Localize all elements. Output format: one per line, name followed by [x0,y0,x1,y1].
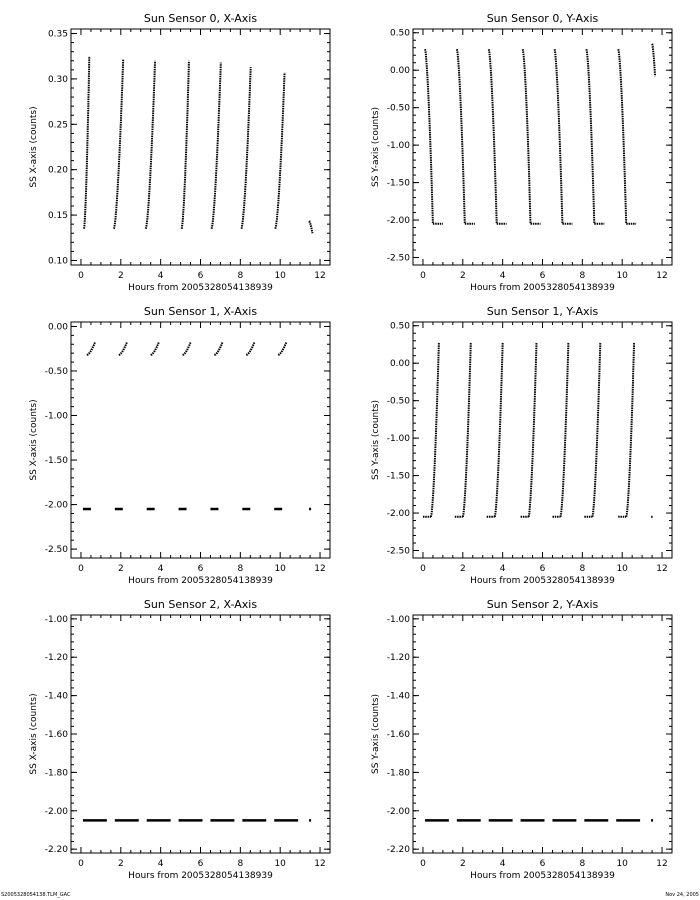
chart-title: Sun Sensor 1, Y-Axis [486,305,599,318]
plot-frame [71,322,330,558]
chart-panel [29,598,330,881]
y-tick-label: -2.00 [386,806,410,817]
x-axis-label: Hours from 2005328054138939 [470,283,615,293]
x-tick-label: 10 [274,564,286,574]
x-tick-label: 0 [420,271,426,281]
data-points [278,343,286,356]
data-points [151,343,159,356]
data-points [182,61,189,229]
y-tick-label: -2.00 [44,806,68,817]
data-points [626,342,634,517]
x-tick-label: 8 [237,271,244,281]
x-tick-label: 12 [656,859,668,869]
y-tick-label: -1.50 [386,471,410,482]
chart-panel [29,12,330,293]
x-tick-label: 6 [197,271,204,281]
y-tick-label: -0.50 [386,396,410,407]
x-axis-label: Hours from 2005328054138939 [128,283,273,293]
data-points [146,61,155,229]
plot-frame [413,615,672,853]
y-axis-label: SS Y-axis (counts) [371,107,381,187]
y-tick-label: -2.20 [386,845,410,856]
x-tick-label: 2 [459,859,466,869]
y-tick-label: -1.00 [44,614,68,625]
data-cycle [425,49,443,224]
data-points [457,49,465,224]
data-points [555,49,563,224]
y-tick-label: 0.00 [47,322,68,333]
data-cycle [246,343,254,356]
data-points [560,342,568,517]
y-tick-label: -2.00 [386,509,410,520]
y-tick-label: 0.50 [389,321,410,332]
x-tick-label: 10 [274,859,286,869]
y-tick-label: -2.50 [44,545,68,556]
y-tick-label: -1.40 [386,691,410,702]
data-points [523,49,531,224]
x-tick-label: 12 [656,564,668,574]
x-tick-label: 10 [616,564,628,574]
data-cycle [455,342,471,517]
x-tick-label: 2 [117,271,124,281]
data-cycle [183,343,191,356]
chart-panel [371,598,672,881]
y-tick-label: -1.00 [44,411,68,422]
data-cycle [212,63,221,229]
footer-filename: S2005328054138.TLM_GAC [1,892,71,898]
data-cycle [182,61,189,229]
data-points [214,343,222,356]
data-cycle [241,67,250,229]
data-points [241,67,250,229]
x-tick-label: 2 [117,859,124,869]
y-tick-label: -1.80 [44,768,68,779]
chart-panel [29,305,330,586]
data-cycle [523,49,541,224]
data-points [463,342,471,517]
y-tick-label: 0.30 [47,74,68,85]
data-cycle [489,49,507,224]
y-axis-label: SS X-axis (counts) [29,693,39,775]
data-cycle [119,343,127,356]
x-tick-label: 2 [459,271,466,281]
chart-title: Sun Sensor 2, Y-Axis [486,598,599,611]
y-axis-label: SS X-axis (counts) [29,399,39,481]
data-cycle [214,343,222,356]
y-tick-label: -1.20 [44,653,68,664]
footer-date: Nov 24, 2005 [665,892,699,898]
x-tick-label: 4 [157,564,164,574]
plot-frame [71,29,330,265]
x-tick-label: 8 [579,271,586,281]
y-tick-label: -1.40 [44,691,68,702]
data-cycle [457,49,475,224]
x-axis-label: Hours from 2005328054138939 [470,576,615,586]
plot-frame [413,29,672,265]
y-tick-label: -2.00 [44,500,68,511]
data-points [529,342,537,517]
chart-title: Sun Sensor 0, Y-Axis [486,12,599,25]
data-cycle [618,342,634,517]
chart-title: Sun Sensor 1, X-Axis [143,305,258,318]
y-tick-label: -1.60 [386,730,410,740]
data-cycle [87,343,95,356]
y-tick-label: -1.00 [386,434,410,445]
data-cycle [586,49,604,224]
data-points [425,49,433,224]
chart-title: Sun Sensor 0, X-Axis [143,12,258,25]
y-tick-label: -2.00 [386,216,410,227]
x-axis-label: Hours from 2005328054138939 [128,576,273,586]
x-tick-label: 4 [157,271,164,281]
y-tick-label: 0.20 [47,165,68,176]
x-tick-label: 6 [197,859,204,869]
data-cycle [618,49,636,224]
x-axis-label: Hours from 2005328054138939 [128,871,273,881]
x-tick-label: 0 [78,271,84,281]
data-points [495,342,503,517]
x-tick-label: 8 [237,859,244,869]
x-tick-label: 4 [499,271,506,281]
y-tick-label: -1.00 [386,614,410,625]
x-tick-label: 0 [420,564,426,574]
data-points [212,63,221,229]
data-points [431,342,439,517]
x-tick-label: 10 [616,859,628,869]
x-tick-label: 0 [78,859,84,869]
data-cycle [487,342,503,517]
x-tick-label: 12 [656,271,668,281]
y-tick-label: -1.80 [386,768,410,779]
data-cycle [278,343,286,356]
data-points [114,59,123,229]
data-points [309,221,312,233]
data-cycle [151,343,159,356]
x-tick-label: 4 [499,859,506,869]
data-points [246,343,254,356]
y-tick-label: 0.00 [389,66,410,77]
y-axis-label: SS X-axis (counts) [29,106,39,188]
x-tick-label: 12 [314,271,326,281]
data-cycle [553,342,569,517]
data-points [586,49,594,224]
data-cycle [275,73,284,229]
y-tick-label: -1.00 [386,141,410,152]
y-tick-label: -1.20 [386,653,410,664]
x-tick-label: 8 [579,859,586,869]
x-tick-label: 8 [579,564,586,574]
y-tick-label: 0.35 [47,29,68,40]
chart-title: Sun Sensor 2, X-Axis [143,598,258,611]
x-tick-label: 6 [539,859,546,869]
x-tick-label: 6 [539,564,546,574]
y-tick-label: -2.50 [386,546,410,557]
plot-frame [71,615,330,853]
x-tick-label: 4 [499,564,506,574]
data-points [652,44,655,76]
x-tick-label: 6 [539,271,546,281]
x-tick-label: 4 [157,859,164,869]
data-cycle [555,49,573,224]
y-tick-label: 0.00 [389,359,410,370]
x-tick-label: 0 [420,859,426,869]
chart-panel [371,12,672,293]
y-axis-label: SS Y-axis (counts) [371,400,381,480]
y-tick-label: -0.50 [386,103,410,114]
y-tick-label: -1.60 [44,730,68,740]
y-tick-label: -2.50 [386,253,410,264]
x-tick-label: 10 [274,271,286,281]
data-points [618,49,626,224]
y-tick-label: -0.50 [44,366,68,377]
data-cycle [84,56,89,229]
x-tick-label: 2 [117,564,124,574]
y-tick-label: -2.20 [44,845,68,856]
y-axis-label: SS Y-axis (counts) [371,694,381,774]
chart-panel [371,305,672,586]
x-tick-label: 12 [314,564,326,574]
data-cycle [114,59,123,229]
x-tick-label: 6 [197,564,204,574]
y-tick-label: -1.50 [44,456,68,467]
x-tick-label: 0 [78,564,84,574]
x-axis-label: Hours from 2005328054138939 [470,871,615,881]
x-tick-label: 8 [237,564,244,574]
data-cycle [521,342,537,517]
y-tick-label: 0.25 [47,120,68,131]
data-points [119,343,127,356]
data-points [275,73,284,229]
y-tick-label: 0.50 [389,28,410,39]
data-points [592,342,600,517]
y-tick-label: 0.10 [47,256,68,267]
data-cycle [423,342,439,517]
y-tick-label: 0.15 [47,211,68,222]
y-tick-label: -1.50 [386,178,410,189]
data-cycle [146,61,155,229]
data-cycle [309,221,312,233]
x-tick-label: 2 [459,564,466,574]
data-points [87,343,95,356]
data-cycle [652,44,655,76]
x-tick-label: 10 [616,271,628,281]
data-points [183,343,191,356]
x-tick-label: 12 [314,859,326,869]
data-points [84,56,89,229]
data-points [489,49,497,224]
data-cycle [584,342,600,517]
